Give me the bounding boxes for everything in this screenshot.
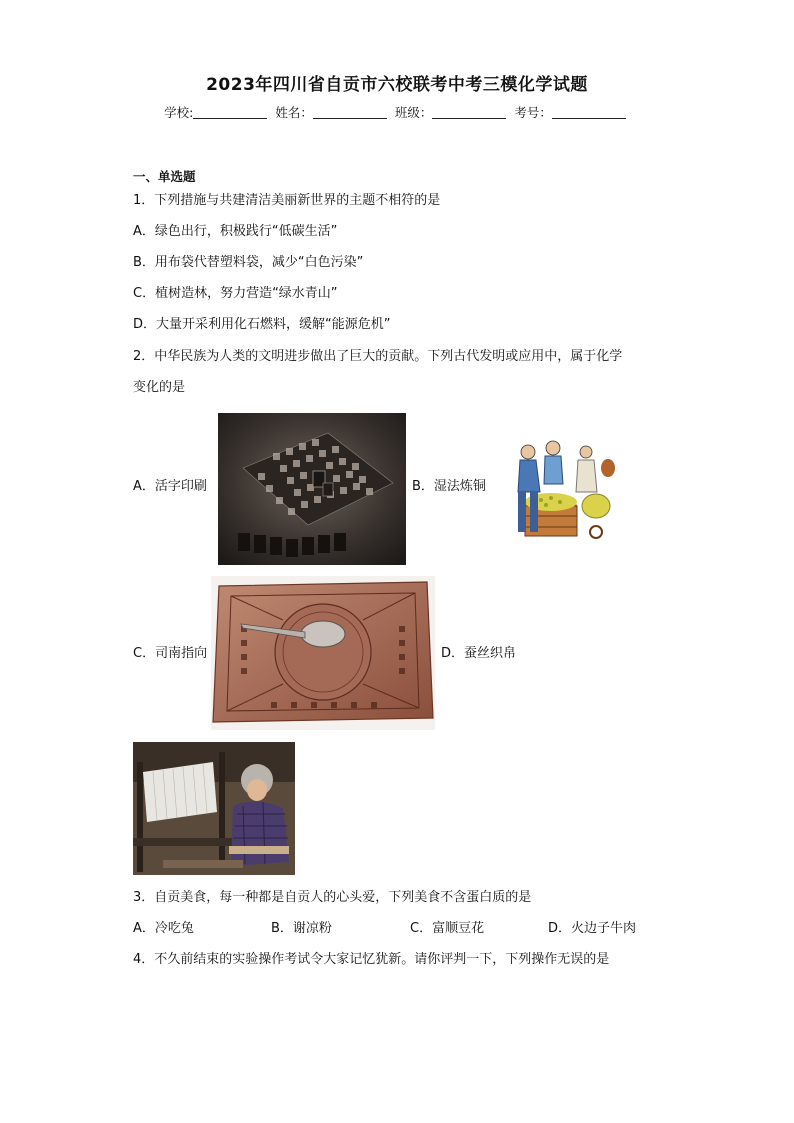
class-blank[interactable] [432,106,506,119]
name-blank[interactable] [313,106,387,119]
exam-number-blank[interactable] [552,106,626,119]
q2-option-c: C．司南指向 [133,646,208,661]
name-label: 姓名： [275,105,313,120]
movable-type-image [218,413,406,565]
q1-option-b: B．用布袋代替塑料袋，减少“白色污染” [133,255,364,270]
exam-number-label: 考号： [514,105,552,120]
q3-stem: 3．自贡美食，每一种都是自贡人的心头爱，下列美食不含蛋白质的是 [133,890,532,905]
compass-sinan-image [211,576,435,730]
student-info-row [0,103,794,121]
q1-stem: 1．下列措施与共建清洁美丽新世界的主题不相符的是 [133,193,441,208]
q1-option-d: D．大量开采利用化石燃料，缓解“能源危机” [133,317,391,332]
q2-stem-line2: 变化的是 [133,380,186,395]
q3-option-c: C．富顺豆花 [410,921,485,936]
q2-option-b: B．湿法炼铜 [412,479,486,494]
q2-stem-line1: 2．中华民族为人类的文明进步做出了巨大的贡献。下列古代发明或应用中，属于化学 [133,349,623,364]
section-title: 一、单选题 [133,169,196,184]
q2-option-a: A．活字印刷 [133,479,207,494]
q1-option-a: A．绿色出行，积极践行“低碳生活” [133,224,338,239]
wet-copper-smelting-image [496,434,621,544]
q3-option-d: D．火边子牛肉 [548,921,637,936]
q3-option-b: B．谢凉粉 [271,921,332,936]
q1-option-c: C．植树造林，努力营造“绿水青山” [133,286,338,301]
school-label: 学校: [164,105,194,120]
school-blank[interactable] [193,106,267,119]
exam-title: 2023年四川省自贡市六校联考中考三模化学试题 [206,75,588,95]
q2-option-d: D．蚕丝织帛 [441,646,517,661]
silk-weaving-image [133,742,295,875]
q3-option-a: A．冷吃兔 [133,921,194,936]
q4-stem: 4．不久前结束的实验操作考试令大家记忆犹新。请你评判一下，下列操作无误的是 [133,952,610,967]
class-label: 班级： [394,105,433,120]
